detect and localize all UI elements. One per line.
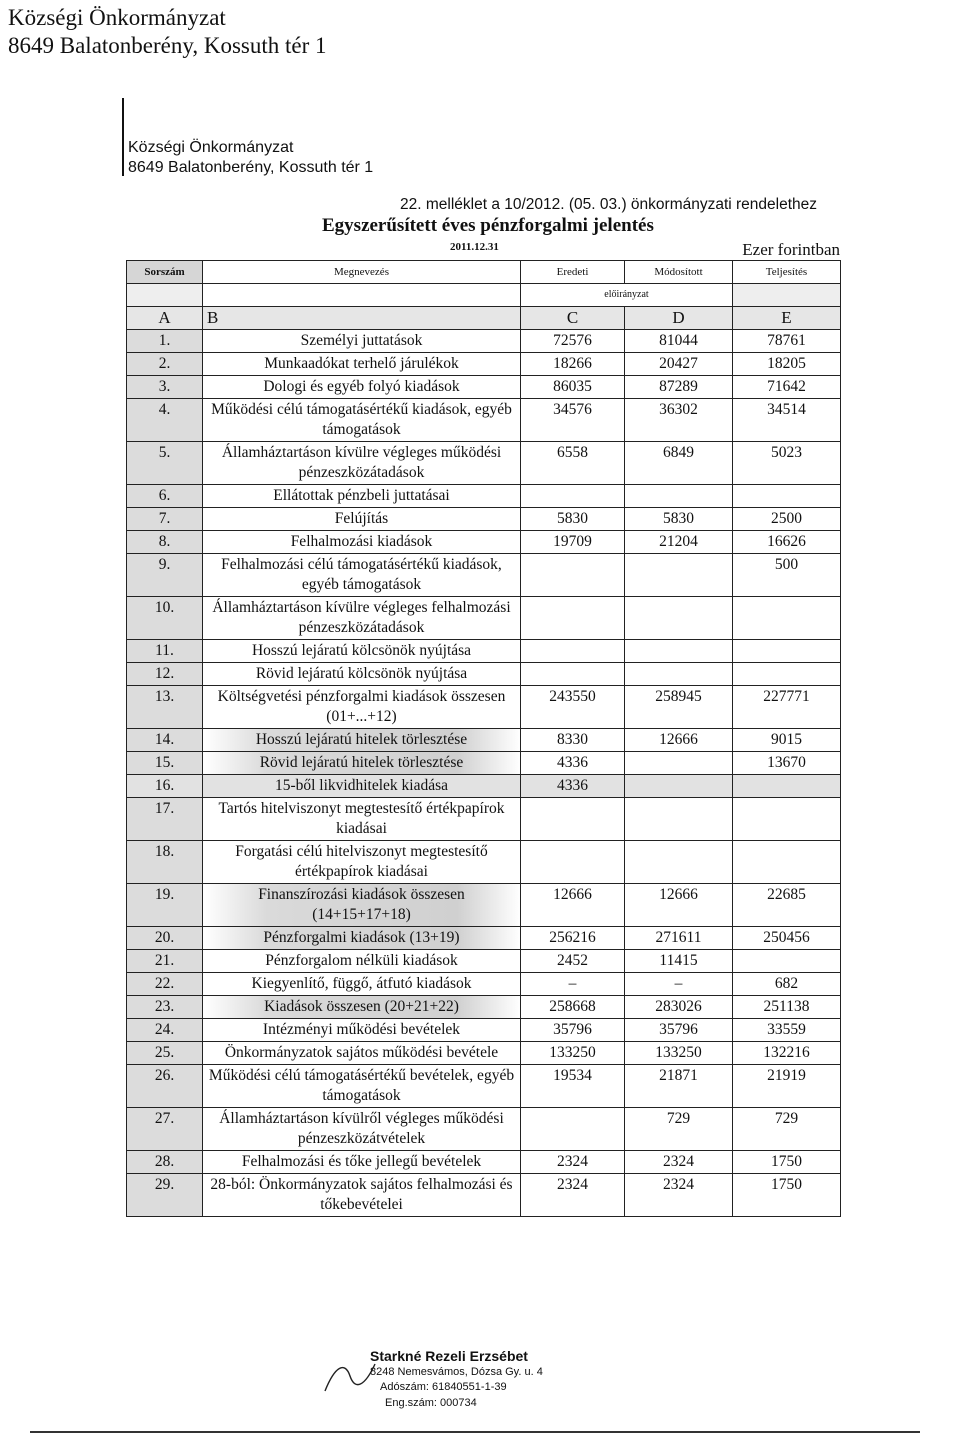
stamp-tax-number: Adószám: 61840551-1-39: [380, 1381, 507, 1393]
letter-b: B: [203, 307, 521, 330]
modified-value: [625, 640, 733, 663]
modified-value: 258945: [625, 686, 733, 729]
row-number: 13.: [127, 686, 203, 729]
actual-value: 132216: [733, 1042, 841, 1065]
row-label: Dologi és egyéb folyó kiadások: [203, 376, 521, 399]
actual-value: 34514: [733, 399, 841, 442]
modified-value: [625, 597, 733, 640]
row-label: Önkormányzatok sajátos működési bevétele: [203, 1042, 521, 1065]
row-number: 18.: [127, 841, 203, 884]
row-label: Működési célú támogatásértékű kiadások, egyéb támogatások: [203, 399, 521, 442]
original-value: 133250: [521, 1042, 625, 1065]
original-value: [521, 841, 625, 884]
column-letter-row: [127, 307, 841, 330]
col-header-no: Sorszám: [127, 261, 203, 284]
row-number: 6.: [127, 485, 203, 508]
letter-c: C: [521, 307, 625, 330]
row-label: Államháztartáson kívülre végleges működési pénzeszközátadások: [203, 442, 521, 485]
row-number: 26.: [127, 1065, 203, 1108]
row-number: 17.: [127, 798, 203, 841]
actual-value: [733, 841, 841, 884]
actual-value: [733, 597, 841, 640]
original-value: [521, 798, 625, 841]
letter-d: D: [625, 307, 733, 330]
table-row: [127, 485, 841, 508]
col-header-done: Teljesítés: [733, 261, 841, 284]
original-value: 72576: [521, 330, 625, 353]
stamp-name: Starkné Rezeli Erzsébet: [370, 1348, 528, 1364]
org-address: 8649 Balatonberény, Kossuth tér 1: [128, 159, 374, 176]
row-number: 21.: [127, 950, 203, 973]
row-number: 28.: [127, 1151, 203, 1174]
modified-value: [625, 798, 733, 841]
original-value: 4336: [521, 752, 625, 775]
table-row: [127, 554, 841, 597]
actual-value: 18205: [733, 353, 841, 376]
row-label: Rövid lejáratú kölcsönök nyújtása: [203, 663, 521, 686]
row-number: 5.: [127, 442, 203, 485]
row-label: Hosszú lejáratú hitelek törlesztése: [203, 729, 521, 752]
original-value: 2452: [521, 950, 625, 973]
modified-value: [625, 841, 733, 884]
row-label: Pénzforgalmi kiadások (13+19): [203, 927, 521, 950]
original-value: [521, 554, 625, 597]
modified-value: 11415: [625, 950, 733, 973]
cashflow-table: [126, 260, 841, 1217]
modified-value: 21204: [625, 531, 733, 554]
row-label: Kiegyenlítő, függő, átfutó kiadások: [203, 973, 521, 996]
row-number: 25.: [127, 1042, 203, 1065]
table-row: [127, 640, 841, 663]
original-value: 34576: [521, 399, 625, 442]
col-header-orig: Eredeti: [521, 261, 625, 284]
table-subheader-row: [127, 284, 841, 307]
modified-value: 87289: [625, 376, 733, 399]
table-row: [127, 752, 841, 775]
actual-value: 9015: [733, 729, 841, 752]
row-number: 1.: [127, 330, 203, 353]
original-value: [521, 1108, 625, 1151]
modified-value: 2324: [625, 1174, 733, 1217]
original-value: 8330: [521, 729, 625, 752]
actual-value: 682: [733, 973, 841, 996]
row-number: 27.: [127, 1108, 203, 1151]
header-org-name: Községi Önkormányzat: [8, 5, 226, 30]
actual-value: 71642: [733, 376, 841, 399]
row-label: Intézményi működési bevételek: [203, 1019, 521, 1042]
row-label: Ellátottak pénzbeli juttatásai: [203, 485, 521, 508]
row-label: Államháztartáson kívülre végleges felhalmozási pénzeszközátadások: [203, 597, 521, 640]
table-row: [127, 950, 841, 973]
row-number: 10.: [127, 597, 203, 640]
row-label: Forgatási célú hitelviszonyt megtestesítő értékpapírok kiadásai: [203, 841, 521, 884]
letter-a: A: [127, 307, 203, 330]
row-number: 23.: [127, 996, 203, 1019]
row-number: 14.: [127, 729, 203, 752]
row-number: 7.: [127, 508, 203, 531]
actual-value: 250456: [733, 927, 841, 950]
table-row: [127, 442, 841, 485]
row-label: Felhalmozási kiadások: [203, 531, 521, 554]
row-number: 20.: [127, 927, 203, 950]
row-label: Hosszú lejáratú kölcsönök nyújtása: [203, 640, 521, 663]
row-number: 9.: [127, 554, 203, 597]
original-value: [521, 640, 625, 663]
header-org-address: 8649 Balatonberény, Kossuth tér 1: [8, 33, 327, 58]
row-number: 22.: [127, 973, 203, 996]
table-row: [127, 1042, 841, 1065]
actual-value: 1750: [733, 1151, 841, 1174]
modified-value: 271611: [625, 927, 733, 950]
org-address-block: [128, 138, 373, 178]
row-label: Felújítás: [203, 508, 521, 531]
row-label: Pénzforgalom nélküli kiadások: [203, 950, 521, 973]
actual-value: 33559: [733, 1019, 841, 1042]
original-value: 12666: [521, 884, 625, 927]
stamp-address: 8248 Nemesvámos, Dózsa Gy. u. 4: [370, 1366, 543, 1378]
actual-value: 729: [733, 1108, 841, 1151]
actual-value: [733, 663, 841, 686]
modified-value: 35796: [625, 1019, 733, 1042]
actual-value: 500: [733, 554, 841, 597]
modified-value: [625, 752, 733, 775]
row-number: 11.: [127, 640, 203, 663]
modified-value: –: [625, 973, 733, 996]
modified-value: 283026: [625, 996, 733, 1019]
row-label: 28-ból: Önkormányzatok sajátos felhalmozási és tőkebevételei: [203, 1174, 521, 1217]
table-row: [127, 1108, 841, 1151]
table-row: [127, 330, 841, 353]
modified-value: 21871: [625, 1065, 733, 1108]
currency-unit: Ezer forintban: [742, 240, 840, 259]
row-number: 16.: [127, 775, 203, 798]
modified-value: [625, 663, 733, 686]
actual-value: 1750: [733, 1174, 841, 1217]
table-row: [127, 531, 841, 554]
actual-value: 2500: [733, 508, 841, 531]
modified-value: 5830: [625, 508, 733, 531]
original-value: [521, 597, 625, 640]
row-number: 8.: [127, 531, 203, 554]
actual-value: 13670: [733, 752, 841, 775]
row-label: Költségvetési pénzforgalmi kiadások összesen (01+...+12): [203, 686, 521, 729]
actual-value: 5023: [733, 442, 841, 485]
accountant-stamp: [340, 1348, 570, 1428]
modified-value: 133250: [625, 1042, 733, 1065]
table-row: [127, 1019, 841, 1042]
footer-divider: [30, 1431, 920, 1433]
original-value: 6558: [521, 442, 625, 485]
modified-value: 36302: [625, 399, 733, 442]
annex-reference: 22. melléklet a 10/2012. (05. 03.) önkormányzati rendelethez: [400, 196, 818, 213]
original-value: 2324: [521, 1151, 625, 1174]
table-row: [127, 663, 841, 686]
row-number: 12.: [127, 663, 203, 686]
modified-value: 729: [625, 1108, 733, 1151]
row-label: Felhalmozási célú támogatásértékű kiadások, egyéb támogatások: [203, 554, 521, 597]
actual-value: [733, 485, 841, 508]
row-label: Finanszírozási kiadások összesen (14+15+17+18): [203, 884, 521, 927]
original-value: 18266: [521, 353, 625, 376]
report-date: 2011.12.31: [450, 241, 499, 253]
row-number: 4.: [127, 399, 203, 442]
col-header-mod: Módosított: [625, 261, 733, 284]
original-value: 19709: [521, 531, 625, 554]
table-row: [127, 686, 841, 729]
original-value: [521, 485, 625, 508]
original-value: 19534: [521, 1065, 625, 1108]
modified-value: [625, 554, 733, 597]
original-value: 258668: [521, 996, 625, 1019]
actual-value: [733, 640, 841, 663]
modified-value: 12666: [625, 729, 733, 752]
modified-value: 20427: [625, 353, 733, 376]
original-value: 5830: [521, 508, 625, 531]
modified-value: [625, 485, 733, 508]
actual-value: 78761: [733, 330, 841, 353]
actual-value: [733, 798, 841, 841]
letter-e: E: [733, 307, 841, 330]
col-subheader-appropriation: előirányzat: [521, 284, 733, 307]
original-value: 86035: [521, 376, 625, 399]
row-number: 3.: [127, 376, 203, 399]
table-row: [127, 884, 841, 927]
col-header-name: Megnevezés: [203, 261, 521, 284]
row-number: 15.: [127, 752, 203, 775]
row-label: Tartós hitelviszonyt megtestesítő értékpapírok kiadásai: [203, 798, 521, 841]
stamp-registration: Eng.szám: 000734: [385, 1397, 477, 1409]
actual-value: 22685: [733, 884, 841, 927]
row-label: Személyi juttatások: [203, 330, 521, 353]
row-label: Munkaadókat terhelő járulékok: [203, 353, 521, 376]
row-number: 24.: [127, 1019, 203, 1042]
original-value: 2324: [521, 1174, 625, 1217]
table-row: [127, 1174, 841, 1217]
row-label: Felhalmozási és tőke jellegű bevételek: [203, 1151, 521, 1174]
original-value: 243550: [521, 686, 625, 729]
table-row: [127, 1065, 841, 1108]
row-number: 2.: [127, 353, 203, 376]
actual-value: [733, 775, 841, 798]
table-row: [127, 775, 841, 798]
table-row: [127, 927, 841, 950]
modified-value: 12666: [625, 884, 733, 927]
modified-value: 2324: [625, 1151, 733, 1174]
actual-value: 16626: [733, 531, 841, 554]
table-row: [127, 376, 841, 399]
document-header: [8, 4, 327, 60]
table-row: [127, 798, 841, 841]
table-row: [127, 353, 841, 376]
table-row: [127, 1151, 841, 1174]
margin-mark: [122, 98, 124, 176]
table-row: [127, 973, 841, 996]
table-row: [127, 729, 841, 752]
original-value: 35796: [521, 1019, 625, 1042]
row-label: Államháztartáson kívülről végleges működési pénzeszközátvételek: [203, 1108, 521, 1151]
table-row: [127, 841, 841, 884]
table-row: [127, 399, 841, 442]
row-label: 15-ből likvidhitelek kiadása: [203, 775, 521, 798]
actual-value: 21919: [733, 1065, 841, 1108]
modified-value: 6849: [625, 442, 733, 485]
original-value: –: [521, 973, 625, 996]
original-value: 256216: [521, 927, 625, 950]
modified-value: [625, 775, 733, 798]
actual-value: 251138: [733, 996, 841, 1019]
table-header-row: [127, 261, 841, 284]
org-name: Községi Önkormányzat: [128, 139, 294, 156]
row-label: Rövid lejáratú hitelek törlesztése: [203, 752, 521, 775]
table-row: [127, 508, 841, 531]
table-row: [127, 597, 841, 640]
row-number: 29.: [127, 1174, 203, 1217]
original-value: [521, 663, 625, 686]
original-value: 4336: [521, 775, 625, 798]
modified-value: 81044: [625, 330, 733, 353]
table-row: [127, 996, 841, 1019]
actual-value: 227771: [733, 686, 841, 729]
actual-value: [733, 950, 841, 973]
row-label: Működési célú támogatásértékű bevételek, egyéb támogatások: [203, 1065, 521, 1108]
row-number: 19.: [127, 884, 203, 927]
row-label: Kiadások összesen (20+21+22): [203, 996, 521, 1019]
document-title: Egyszerűsített éves pénzforgalmi jelentés: [322, 215, 654, 236]
